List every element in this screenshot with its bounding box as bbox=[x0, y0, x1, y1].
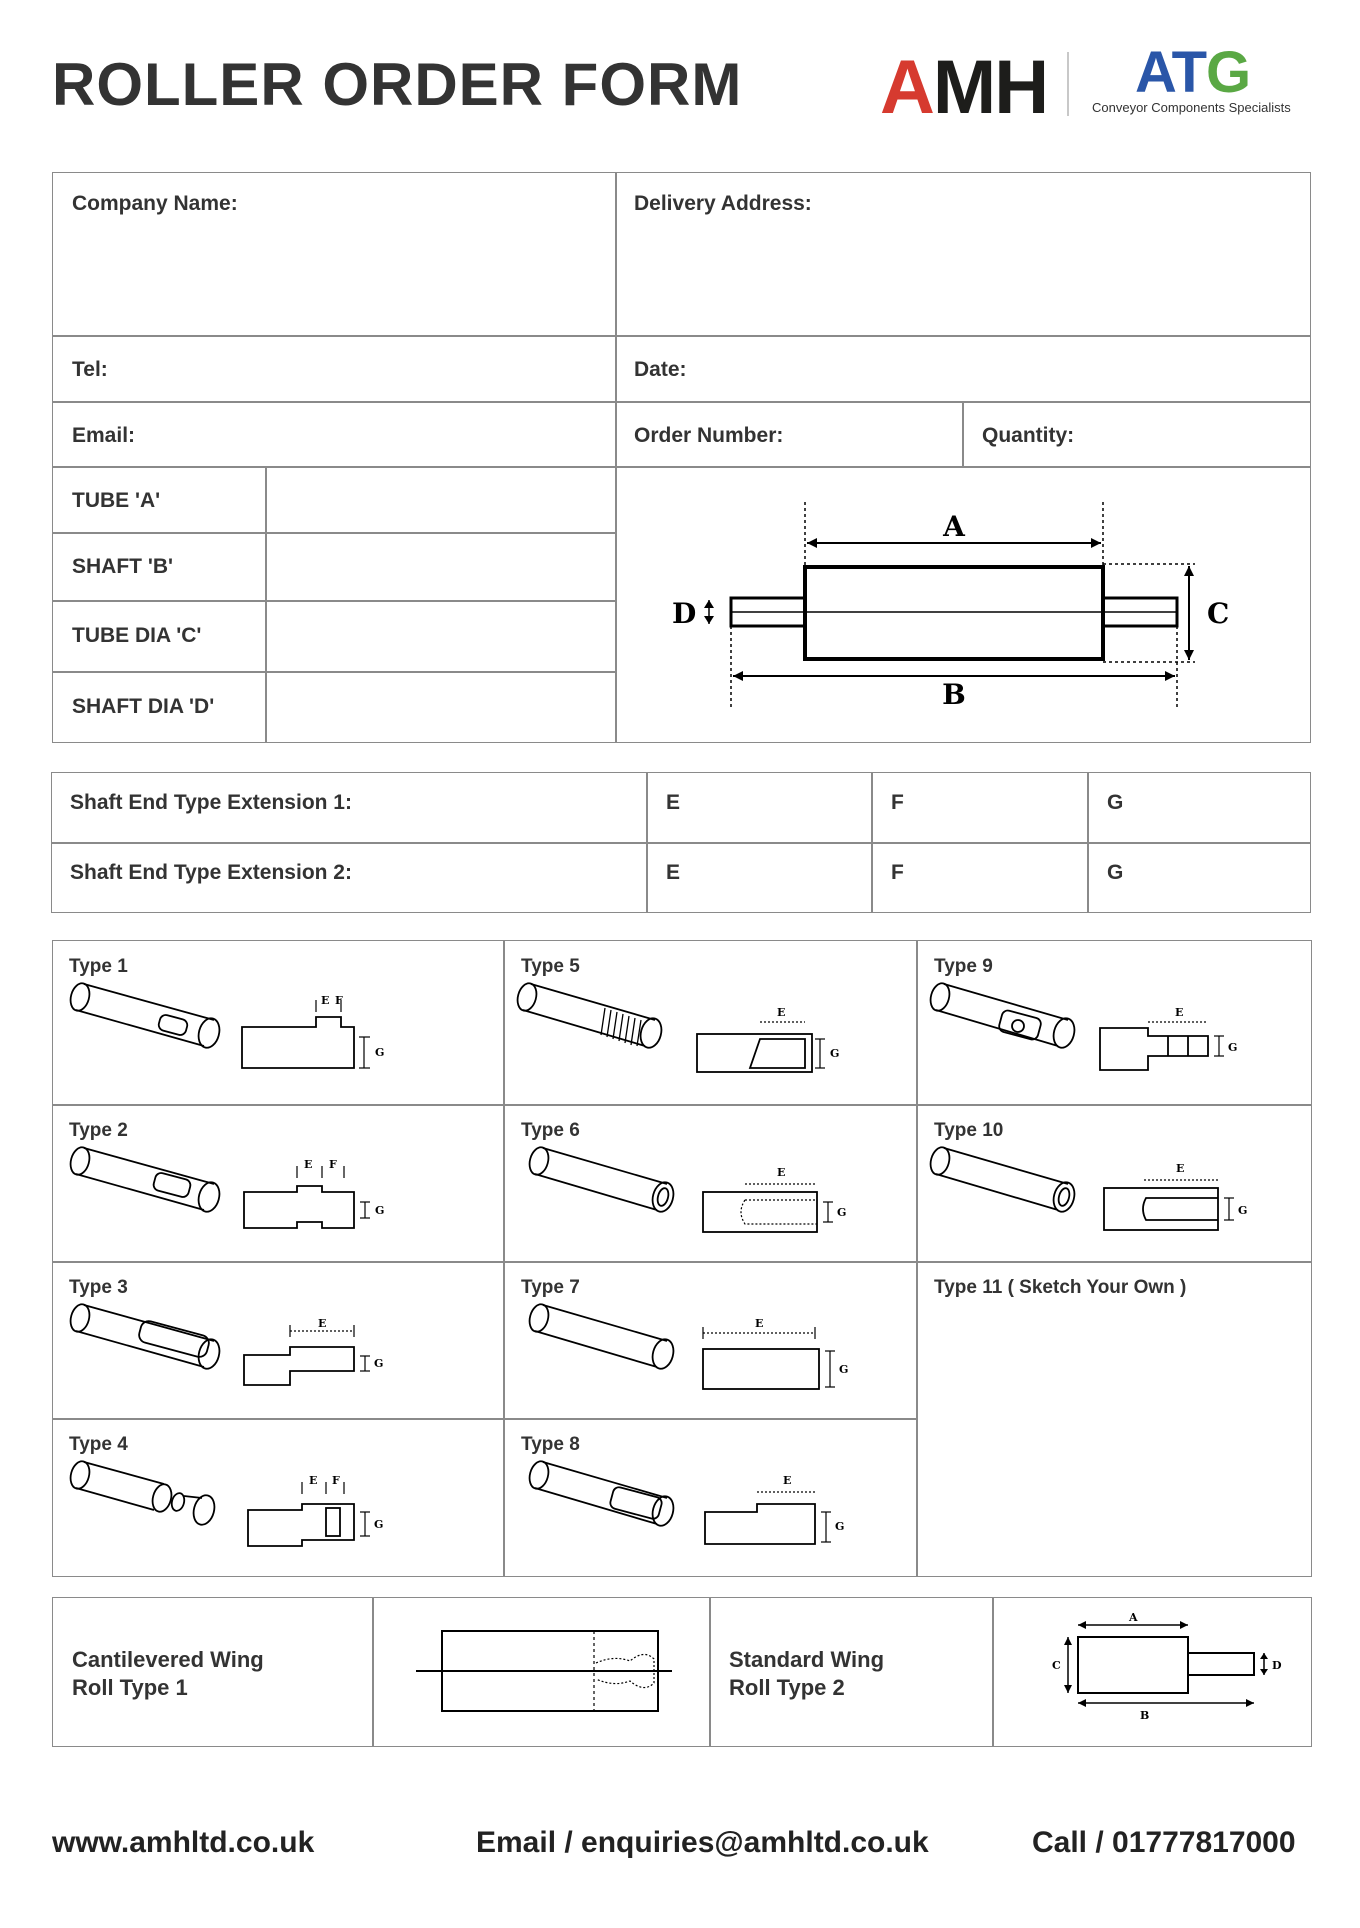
type-9-illustration bbox=[918, 942, 1310, 1104]
cantilevered-wing-diagram bbox=[374, 1599, 709, 1745]
type-label: Type 7 bbox=[521, 1277, 580, 1298]
ext1-e-field[interactable]: E bbox=[666, 791, 681, 814]
type-1-illustration bbox=[54, 942, 503, 1104]
ext1-g-field[interactable]: G bbox=[1107, 791, 1124, 814]
dim-e: E bbox=[783, 1474, 792, 1487]
type-label: Type 8 bbox=[521, 1434, 580, 1455]
type-label: Type 5 bbox=[521, 956, 580, 977]
type-4-option[interactable] bbox=[54, 1420, 503, 1575]
type-3-illustration bbox=[54, 1263, 503, 1418]
type-label: Type 3 bbox=[69, 1277, 128, 1298]
dim-f: F bbox=[329, 1158, 337, 1171]
dim-e: E bbox=[1175, 1006, 1184, 1019]
type-8-illustration bbox=[505, 1420, 916, 1575]
type-label: Type 4 bbox=[69, 1434, 128, 1455]
type-label: Type 11 ( Sketch Your Own ) bbox=[934, 1277, 1187, 1298]
cantilevered-wing-label[interactable] bbox=[72, 1646, 264, 1702]
dim-e: E bbox=[309, 1474, 318, 1487]
company-name-field[interactable]: Company Name: bbox=[72, 192, 238, 215]
divider bbox=[51, 842, 1311, 844]
order-number-field[interactable]: Order Number: bbox=[634, 424, 784, 447]
shaft-b-label: SHAFT 'B' bbox=[72, 555, 173, 578]
divider bbox=[871, 772, 873, 913]
type-3-option[interactable] bbox=[54, 1263, 503, 1418]
atg-tagline: Conveyor Components Specialists bbox=[1092, 100, 1291, 115]
divider bbox=[646, 772, 648, 913]
dim-f: F bbox=[332, 1474, 340, 1487]
type-2-illustration bbox=[54, 1106, 503, 1261]
dim-e: E bbox=[1176, 1162, 1185, 1175]
email-link[interactable]: Email / enquiries@amhltd.co.uk bbox=[476, 1826, 929, 1859]
dim-g: G bbox=[374, 1357, 384, 1370]
dim-g: G bbox=[835, 1520, 845, 1533]
type-10-illustration bbox=[918, 1106, 1310, 1261]
logo-divider bbox=[1067, 52, 1069, 116]
wing-dim-d: D bbox=[1272, 1659, 1282, 1672]
type-6-option[interactable] bbox=[505, 1106, 916, 1261]
type-10-option[interactable] bbox=[918, 1106, 1310, 1261]
quantity-field[interactable]: Quantity: bbox=[982, 424, 1075, 447]
diagram-label-d: D bbox=[672, 597, 697, 630]
dim-e: E bbox=[777, 1166, 786, 1179]
wing-dim-b: B bbox=[1140, 1709, 1150, 1722]
type-6-illustration bbox=[505, 1106, 916, 1261]
type-7-illustration bbox=[505, 1263, 916, 1418]
divider bbox=[1087, 772, 1089, 913]
delivery-address-field[interactable]: Delivery Address: bbox=[634, 192, 812, 215]
type-4-illustration bbox=[54, 1420, 503, 1575]
shaft-end-ext2-label: Shaft End Type Extension 2: bbox=[70, 861, 352, 884]
ext2-e-field[interactable]: E bbox=[666, 861, 681, 884]
diagram-label-b: B bbox=[942, 678, 966, 711]
shaft-end-ext1-label: Shaft End Type Extension 1: bbox=[70, 791, 352, 814]
standard-line1: Standard Wing bbox=[729, 1647, 885, 1672]
type-label: Type 6 bbox=[521, 1120, 580, 1141]
dim-g: G bbox=[375, 1204, 385, 1217]
shaft-dia-d-label: SHAFT DIA 'D' bbox=[72, 695, 215, 718]
tube-dia-c-input[interactable] bbox=[267, 602, 614, 670]
tube-a-input[interactable] bbox=[267, 468, 614, 531]
shaft-b-input[interactable] bbox=[267, 534, 614, 599]
dim-g: G bbox=[374, 1518, 384, 1531]
type-5-option[interactable] bbox=[505, 942, 916, 1104]
type-11-option[interactable] bbox=[918, 1263, 1310, 1575]
diagram-label-c: C bbox=[1207, 597, 1230, 630]
standard-wing-label[interactable] bbox=[729, 1646, 884, 1702]
website-link[interactable]: www.amhltd.co.uk bbox=[52, 1826, 315, 1859]
dim-g: G bbox=[830, 1047, 840, 1060]
dim-g: G bbox=[837, 1206, 847, 1219]
wing-dim-a: A bbox=[1129, 1611, 1138, 1624]
dim-e: E bbox=[321, 994, 330, 1007]
ext1-f-field[interactable]: F bbox=[891, 791, 904, 814]
cantilevered-line1: Cantilevered Wing bbox=[72, 1647, 264, 1672]
atg-logo: ATG bbox=[1135, 40, 1251, 105]
diagram-label-a: A bbox=[943, 510, 965, 543]
type-label: Type 9 bbox=[934, 956, 993, 977]
dim-f: F bbox=[335, 994, 343, 1007]
type-7-option[interactable] bbox=[505, 1263, 916, 1418]
dim-g: G bbox=[1238, 1204, 1248, 1217]
shaft-dia-d-input[interactable] bbox=[267, 673, 614, 742]
divider bbox=[962, 401, 964, 466]
tel-field[interactable]: Tel: bbox=[72, 358, 108, 381]
wing-dim-c: C bbox=[1052, 1659, 1061, 1672]
type-9-option[interactable] bbox=[918, 942, 1310, 1104]
phone-link[interactable]: Call / 01777817000 bbox=[1032, 1826, 1296, 1859]
dim-e: E bbox=[318, 1317, 327, 1330]
type-5-illustration bbox=[505, 942, 916, 1104]
cantilevered-line2: Roll Type 1 bbox=[72, 1675, 188, 1700]
dim-g: G bbox=[1228, 1041, 1238, 1054]
date-field[interactable]: Date: bbox=[634, 358, 687, 381]
dim-g: G bbox=[375, 1046, 385, 1059]
type-label: Type 10 bbox=[934, 1120, 1004, 1141]
page-title: ROLLER ORDER FORM bbox=[52, 51, 743, 118]
dim-e: E bbox=[755, 1317, 764, 1330]
type-8-option[interactable] bbox=[505, 1420, 916, 1575]
ext2-f-field[interactable]: F bbox=[891, 861, 904, 884]
type-label: Type 2 bbox=[69, 1120, 128, 1141]
tube-a-label: TUBE 'A' bbox=[72, 489, 161, 512]
email-field[interactable]: Email: bbox=[72, 424, 136, 447]
roller-dimension-diagram bbox=[617, 468, 1309, 741]
dim-e: E bbox=[304, 1158, 313, 1171]
dim-e: E bbox=[777, 1006, 786, 1019]
standard-wing-diagram bbox=[994, 1599, 1310, 1745]
dim-g: G bbox=[839, 1363, 849, 1376]
divider bbox=[709, 1597, 711, 1747]
ext2-g-field[interactable]: G bbox=[1107, 861, 1124, 884]
divider bbox=[52, 335, 1311, 337]
type-2-option[interactable] bbox=[54, 1106, 503, 1261]
type-label: Type 1 bbox=[69, 956, 128, 977]
standard-line2: Roll Type 2 bbox=[729, 1675, 845, 1700]
divider bbox=[52, 401, 1311, 403]
tube-dia-c-label: TUBE DIA 'C' bbox=[72, 624, 202, 647]
type-1-option[interactable] bbox=[54, 942, 503, 1104]
amh-logo: AMH bbox=[880, 45, 1048, 130]
